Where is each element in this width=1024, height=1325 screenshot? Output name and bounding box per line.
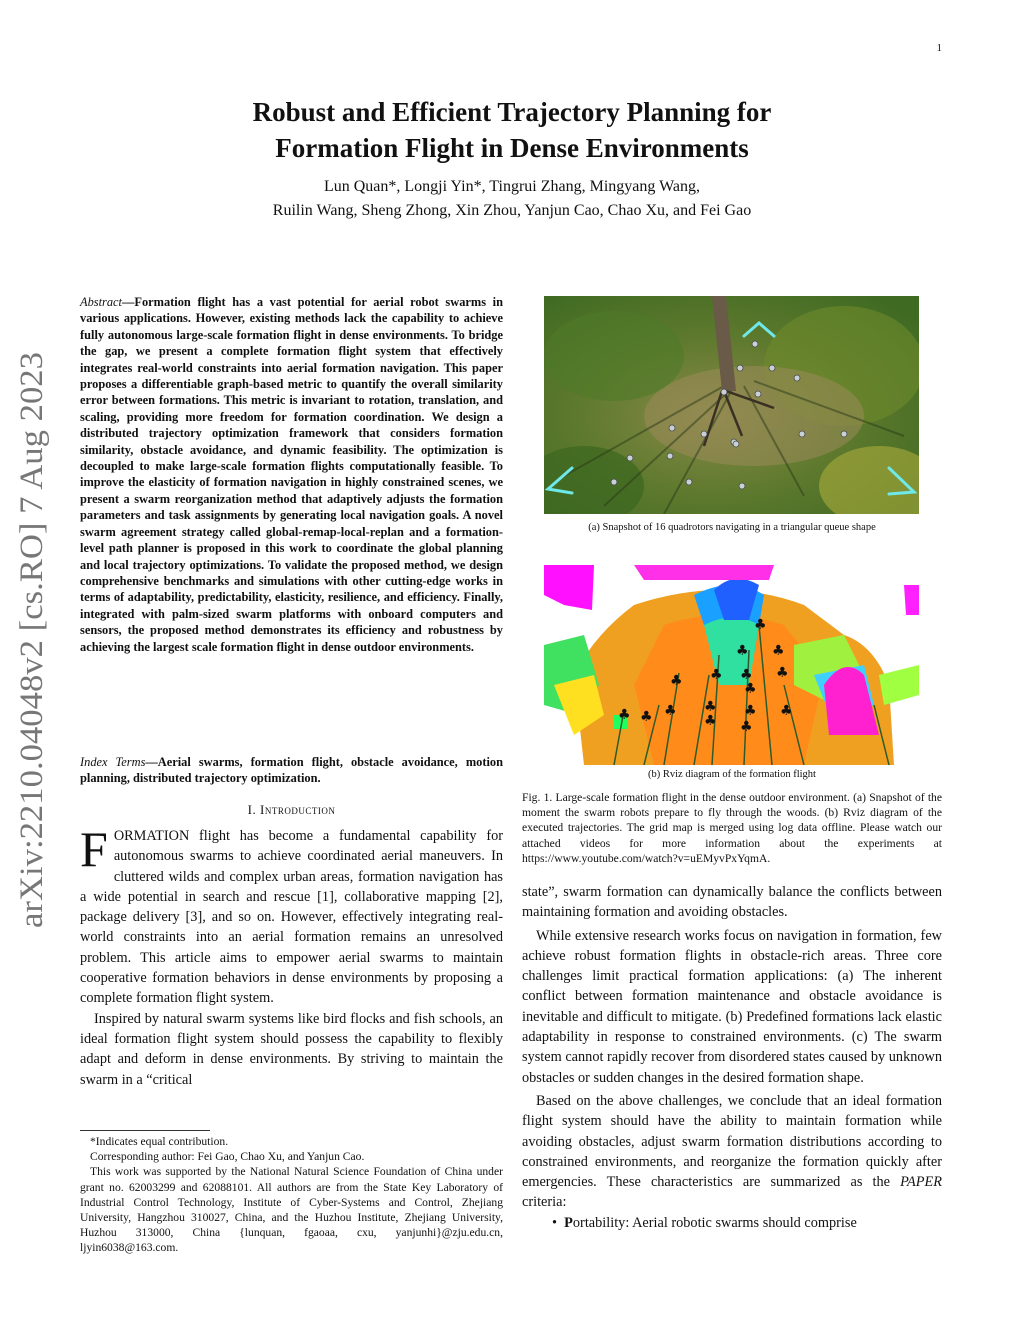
abstract xyxy=(80,294,503,655)
svg-text:♣: ♣ xyxy=(740,719,753,735)
svg-text:♣: ♣ xyxy=(670,673,683,689)
svg-text:♣: ♣ xyxy=(772,643,785,659)
svg-text:♣: ♣ xyxy=(640,709,653,725)
svg-text:♣: ♣ xyxy=(740,667,753,683)
svg-text:♣: ♣ xyxy=(664,703,677,719)
criteria-bullet-portability xyxy=(522,1213,942,1233)
footnote-rule xyxy=(80,1130,210,1131)
intro-paragraph-2-continued: state”, swarm formation can dynamically balance the conflicts between maintaining formation and avoiding obstacles. xyxy=(522,884,942,921)
figure-1b-rviz xyxy=(544,565,919,765)
intro-paragraph-4-text-a: Based on the above challenges, we conclude that an ideal formation flight system should have the ability to maintain formation while avoiding obstacles, adjust swarm formation distributions according to constrained environments, and reorganize the formation quickly after emergencies. These characteristics are summarized as the xyxy=(522,1092,942,1191)
arxiv-watermark xyxy=(6,350,54,930)
paper-title xyxy=(150,94,874,166)
right-column-body xyxy=(522,882,942,1233)
svg-text:♣: ♣ xyxy=(776,665,789,681)
footnotes xyxy=(80,1130,503,1256)
index-terms-label: Index Terms xyxy=(80,755,146,769)
drop-cap: F xyxy=(80,821,108,877)
author-list xyxy=(150,175,874,223)
section-heading xyxy=(80,802,503,818)
arxiv-id-text: arXiv:2210.04048v2 [cs.RO] 7 Aug 2023 xyxy=(14,379,50,928)
title-line-2: Formation Flight in Dense Environments xyxy=(275,133,749,163)
bullet-text: ortability: Aerial robotic swarms should comprise xyxy=(572,1214,857,1231)
intro-paragraph-4 xyxy=(522,1091,942,1213)
section-title: Introduction xyxy=(260,802,336,817)
intro-paragraph-3: While extensive research works focus on navigation in formation, few achieve robust formation flights in obstacle-rich areas. Three core challenges limit practical formation applications: (a) The inherent conflict between formation maintenance and obstacle avoidance is inevitable and difficult to mitigate. (b) Predefined formations lack elastic adaptability in response to constrained environments. (c) The swarm system cannot rapidly recover from disordered states caused by unknown obstacles or sudden changes in the desired formation shape. xyxy=(522,927,942,1086)
svg-text:♣: ♣ xyxy=(710,667,723,683)
intro-paragraph-1-text: ORMATION flight has become a fundamental capability for autonomous swarms to achieve coordinated aerial maneuvers. In cluttered wilds and complex urban areas, formation navigation has a wide potential in search and rescue [1], collaborative mapping [2], package delivery [3], and so on. However, effectively integrating real-world constraints into an aerial formation remains an unresolved problem. This article aims to empower aerial swarms to maintain cooperative formation behaviors in dense environments by proposing a complete formation flight system. xyxy=(80,828,503,1007)
index-terms-text: —Aerial swarms, formation flight, obstacle avoidance, motion planning, distributed trajectory optimization. xyxy=(80,755,503,786)
index-terms xyxy=(80,754,503,787)
svg-text:♣: ♣ xyxy=(704,699,717,715)
authors-line-1: Lun Quan*, Longji Yin*, Tingrui Zhang, Mingyang Wang, xyxy=(323,178,701,195)
abstract-text: —Formation flight has a vast potential for aerial robot swarms in various applications. However, existing methods lack the capability to achieve fully autonomous large-scale formation flight in dense environments. To bridge the gap, we present a complete formation flight system that effectively integrates real-world constraints into aerial formation navigation. This paper proposes a differentiable graph-based metric to quantify the overall similarity error between formations. This metric is invariant to rotation, translation, and scaling, providing more freedom for formation coordination. We design a distributed trajectory optimization framework that considers formation similarity, obstacle avoidance, and dynamic feasibility. The optimization is decoupled to make large-scale formation flights computationally feasible. To improve the elasticity of formation navigation in highly constrained scenes, we present a swarm reorganization method that adaptively adjusts the formation parameters and task assignments by generating local navigation goals. A novel swarm agreement strategy called global-remap-local-replan and a formation-level path planner is proposed in this work to coordinate the global planning and local trajectory optimizations. To validate the proposed method, we design comprehensive benchmarks and simulations with other cutting-edge works in terms of adaptability, predictability, elasticity, resilience, and efficiency. Finally, integrated with palm-sized swarm platforms with onboard computers and sensors, the proposed method demonstrates its efficiency and robustness by achieving the largest scale formation flight in dense outdoor environments. xyxy=(80,295,503,654)
abstract-label: Abstract xyxy=(80,295,122,309)
svg-text:♣: ♣ xyxy=(704,713,717,729)
bullet-dot-icon: • xyxy=(552,1214,558,1231)
title-line-1: Robust and Efficient Trajectory Planning for xyxy=(252,97,772,127)
svg-text:♣: ♣ xyxy=(736,643,749,659)
page-number: 1 xyxy=(936,42,942,54)
svg-text:♣: ♣ xyxy=(744,703,757,719)
svg-text:♣: ♣ xyxy=(780,703,793,719)
footnote-funding: This work was supported by the National Natural Science Foundation of China under grant no. 62003299 and 62088101. All authors are from the State Key Laboratory of Industrial Control Technology, Institute of Cyber-Systems and Control, Zhejiang University, Hangzhou 310027, China, and the Huzhou Institute, Zhejiang University, Huzhou 313000, China {lunquan, fgaoaa, cxu, yanjunhi}@zju.edu.cn, ljyin6038@163.com. xyxy=(80,1165,503,1255)
left-column-body xyxy=(80,821,503,1090)
intro-paragraph-1 xyxy=(80,821,503,1009)
paper-criteria-name: PAPER xyxy=(900,1174,942,1191)
svg-text:♣: ♣ xyxy=(744,681,757,697)
figure-1-caption: Fig. 1. Large-scale formation flight in the dense outdoor environment. (a) Snapshot of the moment the swarm robots prepare to fly through the woods. (b) Rviz diagram of the executed trajectories. The grid map is merged using log data offline. Please watch our attached videos for more information about the experiments at https://www.youtube.com/watch?v=uEMyvPxYqmA. xyxy=(522,791,942,865)
figure-1a-caption: (a) Snapshot of 16 quadrotors navigating in a triangular queue shape xyxy=(588,522,876,533)
footnote-equal-contribution: *Indicates equal contribution. xyxy=(90,1135,229,1148)
footnote-corresponding-author: Corresponding author: Fei Gao, Chao Xu, and Yanjun Cao. xyxy=(90,1150,365,1164)
figure-1b-caption: (b) Rviz diagram of the formation flight xyxy=(648,769,816,780)
svg-text:♣: ♣ xyxy=(754,617,767,633)
bullet-letter: P xyxy=(564,1214,573,1231)
figure-1a-photo xyxy=(544,296,919,514)
intro-paragraph-4-text-b: criteria: xyxy=(522,1194,567,1211)
authors-line-2: Ruilin Wang, Sheng Zhong, Xin Zhou, Yanjun Cao, Chao Xu, and Fei Gao xyxy=(272,202,752,219)
section-number: I. xyxy=(247,802,257,817)
intro-paragraph-2: Inspired by natural swarm systems like bird flocks and fish schools, an ideal formation flight system should possess the capability to flexibly adapt and deform in dense environments. By striving to maintain the swarm in a “critical xyxy=(80,1010,503,1088)
svg-text:♣: ♣ xyxy=(618,707,631,723)
